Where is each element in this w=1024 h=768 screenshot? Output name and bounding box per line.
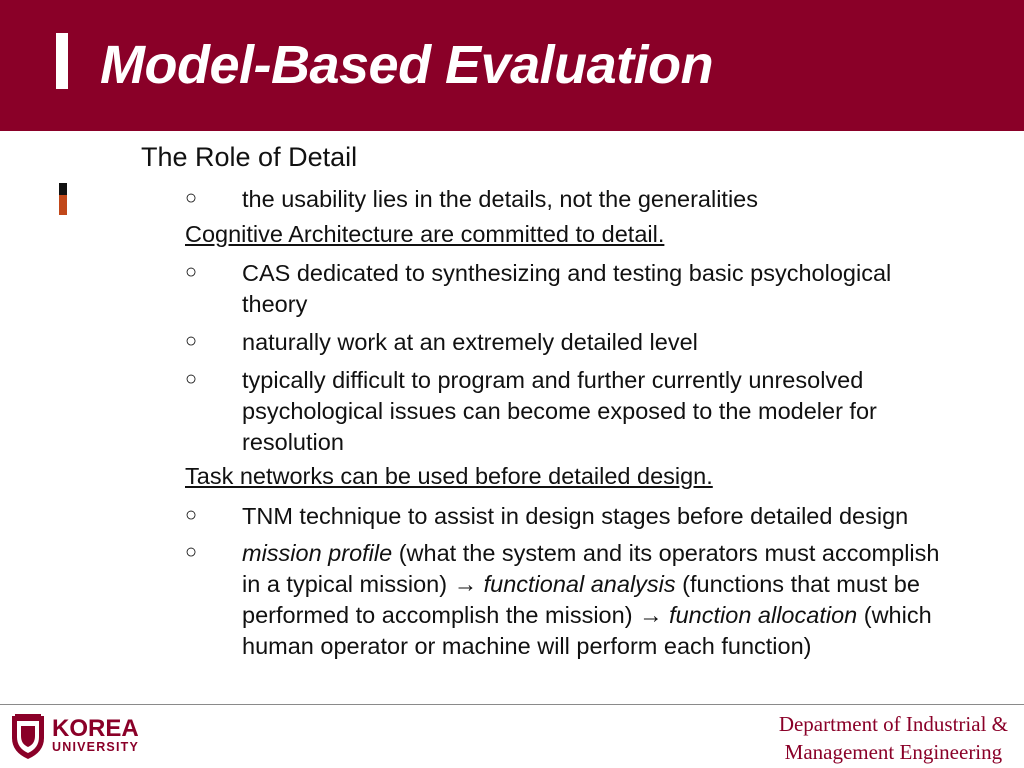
bullet-text: naturally work at an extremely detailed level: [242, 329, 698, 355]
mission-desc: (what the system and its operators must accomplish in a typical mission): [242, 540, 940, 597]
circle-bullet-icon: ○: [185, 504, 198, 526]
subhead-cognitive-architecture: Cognitive Architecture are committed to detail.: [185, 221, 665, 247]
bullet-text: CAS dedicated to synthesizing and testing basic psychological theory: [242, 260, 892, 317]
circle-bullet-icon: ○: [185, 541, 198, 563]
term-function-allocation: function allocation: [669, 602, 858, 628]
circle-bullet-icon: ○: [185, 330, 198, 352]
department-line-2: Management Engineering: [784, 740, 1003, 764]
circle-bullet-icon: ○: [185, 261, 198, 283]
bullet-text: the usability lies in the details, not the generalities: [242, 186, 759, 212]
slide-title: Model-Based Evaluation: [100, 35, 714, 95]
right-arrow-icon: →: [639, 602, 663, 628]
term-mission-profile: mission profile: [242, 540, 393, 566]
footer-divider: [0, 704, 1024, 705]
logo-university-text: UNIVERSITY: [52, 740, 140, 754]
crest-icon: [12, 714, 44, 759]
functional-desc: (functions that must be performed to accomplish the mission): [242, 571, 920, 628]
circle-bullet-icon: ○: [185, 187, 198, 209]
bullet-text: typically difficult to program and further currently unresolved psychological issues can become exposed to the modeler for resolution: [242, 367, 877, 455]
logo-korea-text: KOREA: [52, 715, 139, 742]
side-marker-icon: [59, 183, 67, 215]
allocation-desc: (which human operator or machine will perform each function): [242, 602, 932, 659]
circle-bullet-icon: ○: [185, 368, 198, 390]
right-arrow-icon: →: [453, 571, 478, 597]
bullet-text-mission: [242, 538, 954, 662]
term-functional-analysis: functional analysis: [483, 571, 676, 597]
department-line-1: Department of Industrial &: [778, 712, 1008, 736]
korea-university-logo: [10, 712, 160, 762]
title-accent-bar: [56, 33, 68, 89]
department-label: [779, 710, 1008, 766]
bullet-text: TNM technique to assist in design stages before detailed design: [242, 503, 909, 529]
subhead-task-networks: Task networks can be used before detailed design.: [185, 463, 713, 489]
section-heading: The Role of Detail: [141, 142, 358, 172]
title-bar: [0, 0, 1024, 131]
